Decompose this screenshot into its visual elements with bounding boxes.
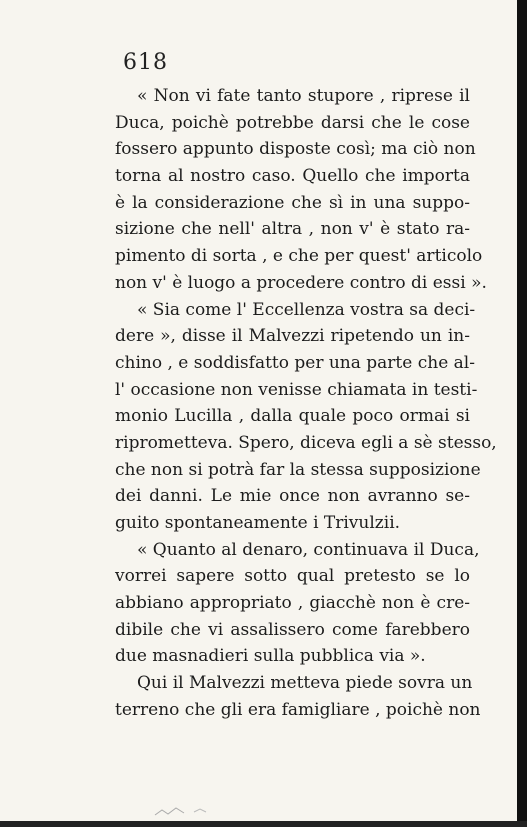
text-line: « Non vi fate tanto stupore , riprese il [137, 86, 470, 106]
text-line: abbiano appropriato , giacchè non è cre- [115, 593, 470, 614]
text-line: chino , e soddisfatto per una parte che al- [115, 352, 475, 373]
text-line: Duca, poichè potrebbe darsi che le cose [115, 112, 470, 133]
text-line: guito spontaneamente i Trivulzii. [115, 513, 401, 533]
text-line: Qui il Malvezzi metteva piede sovra un [137, 673, 473, 694]
text-line: è la considerazione che sì in una suppo- [115, 192, 470, 213]
text-line: torna al nostro caso. Quello che importa [115, 166, 470, 187]
text-line: riprometteva. Spero, diceva egli a sè stesso, [115, 432, 497, 453]
text-line: pimento di sorta , e che per quest' articolo [115, 246, 483, 267]
text-line: che non si potrà far la stessa supposizione [115, 459, 481, 480]
text-line: vorrei sapere sotto qual pretesto se lo [115, 566, 470, 587]
body-text [115, 83, 497, 724]
text-line: « Sia come l' Eccellenza vostra sa deci- [137, 299, 476, 320]
text-line: dibile che vi assalissero come farebbero [115, 619, 470, 640]
text-line: dei danni. Le mie once non avranno se- [115, 486, 470, 507]
text-line: sizione che nell' altra , non v' è stato ra- [115, 219, 470, 240]
text-line: terreno che gli era famigliare , poichè non [115, 699, 481, 720]
page-edge-shadow [517, 0, 527, 827]
text-line: « Quanto al denaro, continuava il Duca, [137, 539, 480, 560]
page-number: 618 [123, 50, 168, 75]
text-line: l' occasione non venisse chiamata in testi- [115, 379, 478, 400]
page-bottom-edge [0, 821, 527, 827]
text-line: fossero appunto disposte così; ma ciò non [115, 139, 476, 160]
text-line: monio Lucilla , dalla quale poco ormai si [115, 406, 470, 427]
text-line: due masnadieri sulla pubblica via ». [115, 646, 426, 667]
text-line: dere », disse il Malvezzi ripetendo un in- [115, 326, 470, 347]
text-line: non v' è luogo a procedere contro di essi ». [115, 272, 487, 293]
paper-blemish [150, 800, 220, 820]
